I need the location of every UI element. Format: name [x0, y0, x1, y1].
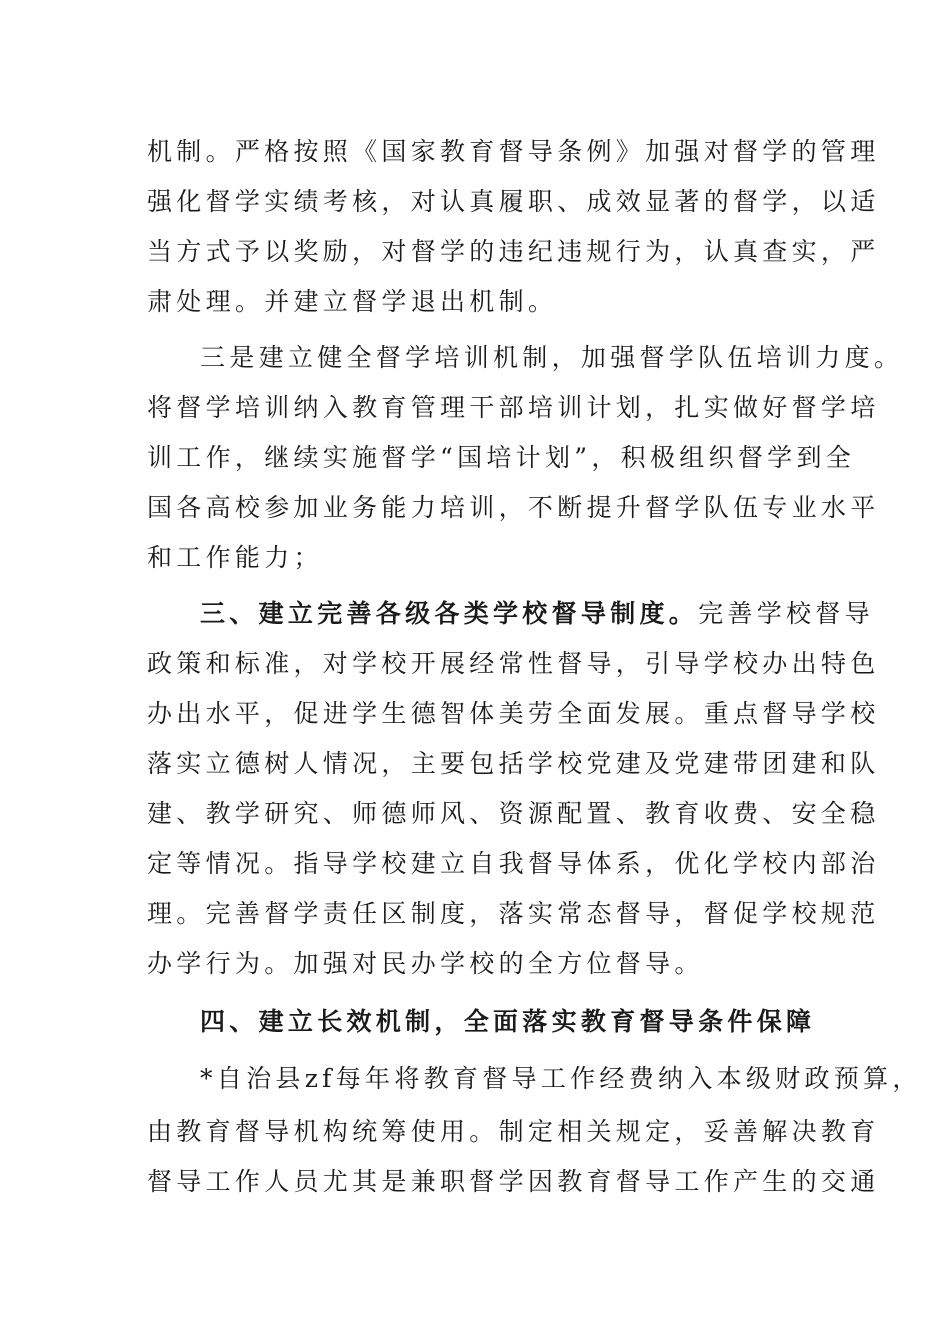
paragraph-2-line-5: 和工作能力； — [147, 543, 323, 572]
paragraph-4-line-1: *自治县zf每年将教育督导工作经费纳入本级财政预算， — [200, 1064, 922, 1093]
section-three-heading: 三、建立完善各级各类学校督导制度。 — [200, 599, 699, 628]
paragraph-3-line-7: 理。完善督学责任区制度，落实常态督导，督促学校规范 — [147, 899, 880, 928]
paragraph-1-line-4: 肃处理。并建立督学退出机制。 — [147, 287, 558, 316]
paragraph-4-line-3: 督导工作人员尤其是兼职督学因教育督导工作产生的交通 — [147, 1167, 880, 1196]
section-four-heading: 四、建立长效机制，全面落实教育督导条件保障 — [200, 1007, 816, 1036]
paragraph-3-line-1-rest: 完善学校督导 — [698, 599, 874, 628]
paragraph-2-line-4: 国各高校参加业务能力培训，不断提升督学队伍专业水平 — [147, 493, 880, 522]
paragraph-1-line-1: 机制。严格按照《国家教育督导条例》加强对督学的管理 — [147, 137, 880, 166]
paragraph-2-line-2: 将督学培训纳入教育管理干部培训计划，扎实做好督学培 — [147, 393, 880, 422]
paragraph-3-line-1 — [200, 589, 874, 639]
paragraph-2-line-3: 训工作，继续实施督学“国培计划”，积极组织督学到全 — [147, 443, 856, 472]
paragraph-2-line-1: 三是建立健全督学培训机制，加强督学队伍培训力度。 — [200, 343, 904, 372]
paragraph-3-line-3: 办出水平，促进学生德智体美劳全面发展。重点督导学校 — [147, 699, 880, 728]
paragraph-1-line-3: 当方式予以奖励，对督学的违纪违规行为，认真查实，严 — [147, 237, 880, 266]
paragraph-3-line-4: 落实立德树人情况，主要包括学校党建及党建带团建和队 — [147, 749, 880, 778]
paragraph-3-line-5: 建、教学研究、师德师风、资源配置、教育收费、安全稳 — [147, 799, 880, 828]
paragraph-1-line-2: 强化督学实绩考核，对认真履职、成效显著的督学，以适 — [147, 187, 880, 216]
paragraph-3-line-8: 办学行为。加强对民办学校的全方位督导。 — [147, 949, 704, 978]
paragraph-3-line-6: 定等情况。指导学校建立自我督导体系，优化学校内部治 — [147, 849, 880, 878]
paragraph-3-line-2: 政策和标准，对学校开展经常性督导，引导学校办出特色 — [147, 649, 880, 678]
paragraph-4-line-2: 由教育督导机构统筹使用。制定相关规定，妥善解决教育 — [147, 1117, 880, 1146]
